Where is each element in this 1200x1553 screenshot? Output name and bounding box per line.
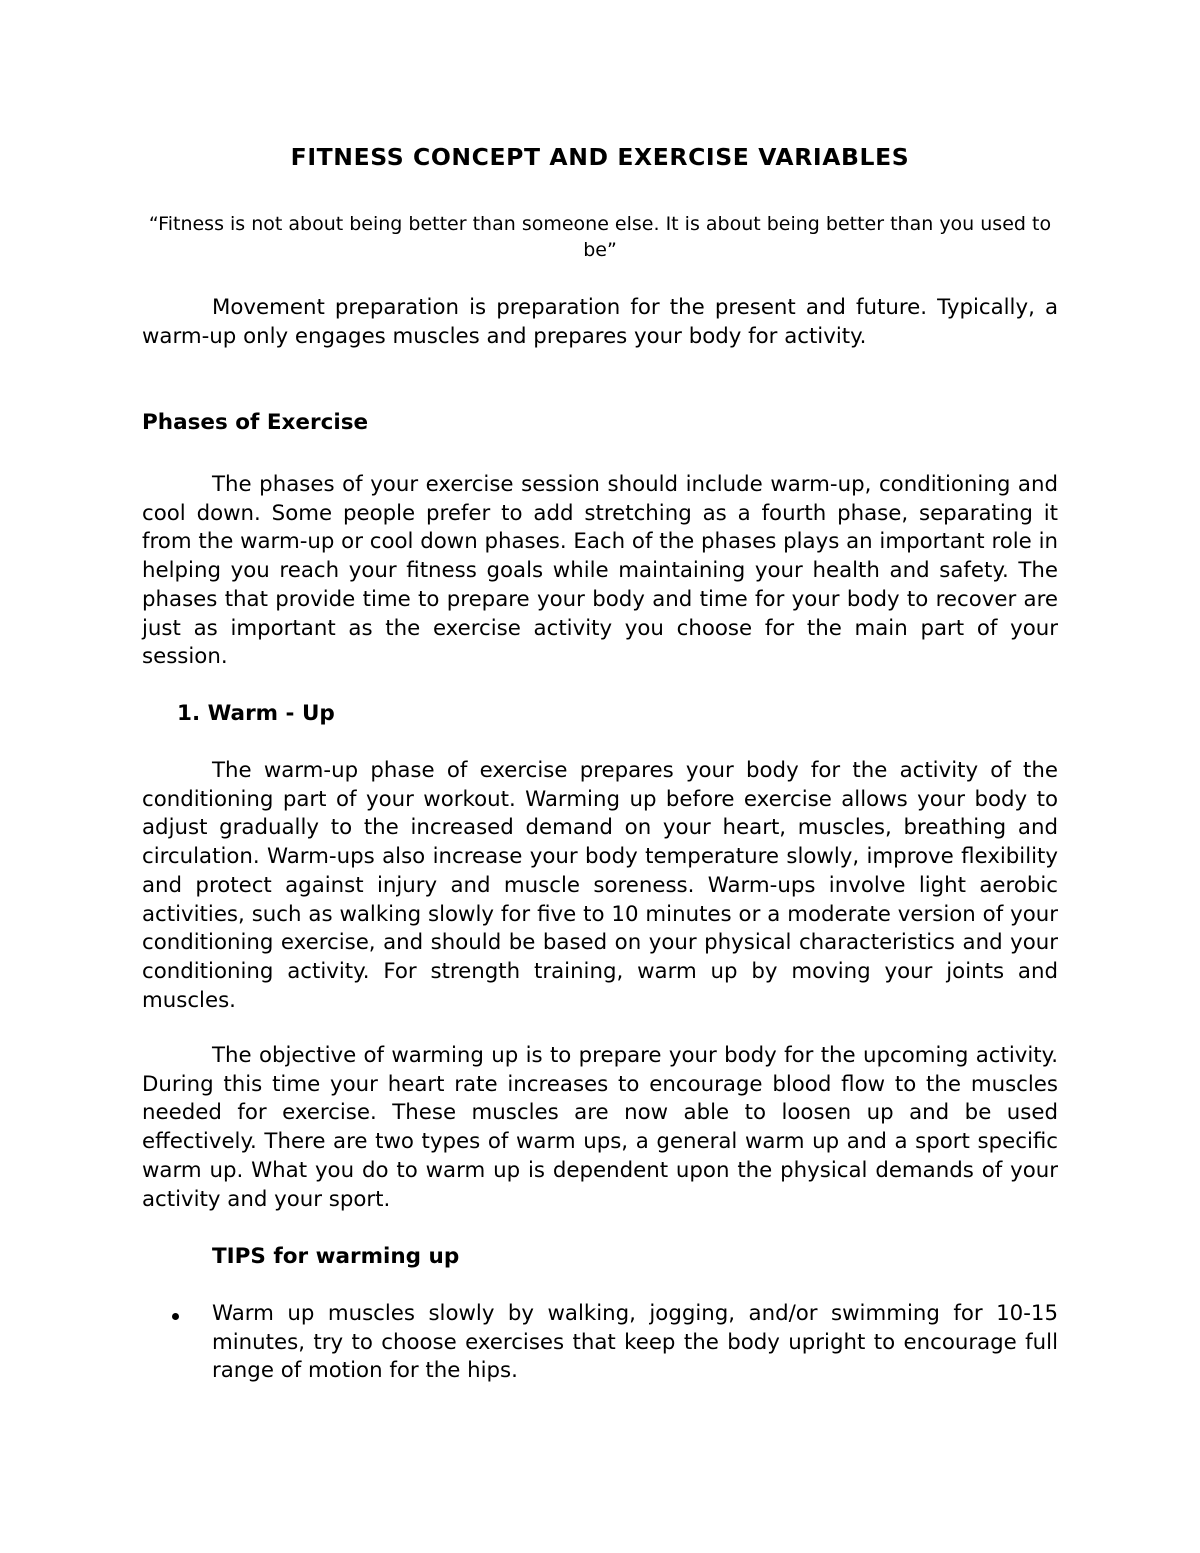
warmup-paragraph-1: The warm-up phase of exercise prepares your body for the activity of the conditioning part of your workout. Warming up before exercise allows your body to adjust gradually to the increased demand on your heart, muscles, breathing and circulation. Warm-ups also increase your body temperature slowly, improve flexibility and protect against injury and muscle soreness. Warm-ups involve light aerobic activities, such as walking slowly for five to 10 minutes or a moderate version of your conditioning exercise, and should be based on your physical characteristics and your conditioning activity. For strength training, warm up by moving your joints and muscles.: [142, 758, 1058, 1013]
warmup-paragraph-2: The objective of warming up is to prepare your body for the upcoming activity. During this time your heart rate increases to encourage blood flow to the muscles needed for exercise. These muscles are now able to loosen up and be used effectively. There are two types of warm ups, a general warm up and a sport specific warm up. What you do to warm up is dependent upon the physical demands of your activity and your sport.: [142, 1043, 1058, 1212]
phases-paragraph: The phases of your exercise session should include warm-up, conditioning and cool down. Some people prefer to add stretching as a fourth phase, separating it from the warm-up or cool down phases. Each of the phases plays an important role in helping you reach your fitness goals while maintaining your health and safety. The phases that provide time to prepare your body and time for your body to recover are just as important as the exercise activity you choose for the main part of your session.: [142, 472, 1058, 670]
bullet-icon: [172, 1313, 179, 1320]
document-title: FITNESS CONCEPT AND EXERCISE VARIABLES: [290, 143, 910, 171]
tip-text: Warm up muscles slowly by walking, jogging, and/or swimming for 10-15 minutes, try to choose exercises that keep the body upright to encourage full range of motion for the hips.: [212, 1301, 1058, 1384]
quote: “Fitness is not about being better than someone else. It is about being better than you used to be”: [148, 213, 1052, 261]
tips-heading: TIPS for warming up: [212, 1244, 460, 1269]
phases-heading: Phases of Exercise: [142, 410, 369, 435]
intro-paragraph: Movement preparation is preparation for the present and future. Typically, a warm-up only engages muscles and prepares your body for activity.: [142, 295, 1058, 349]
warmup-heading: 1. Warm - Up: [177, 701, 335, 726]
